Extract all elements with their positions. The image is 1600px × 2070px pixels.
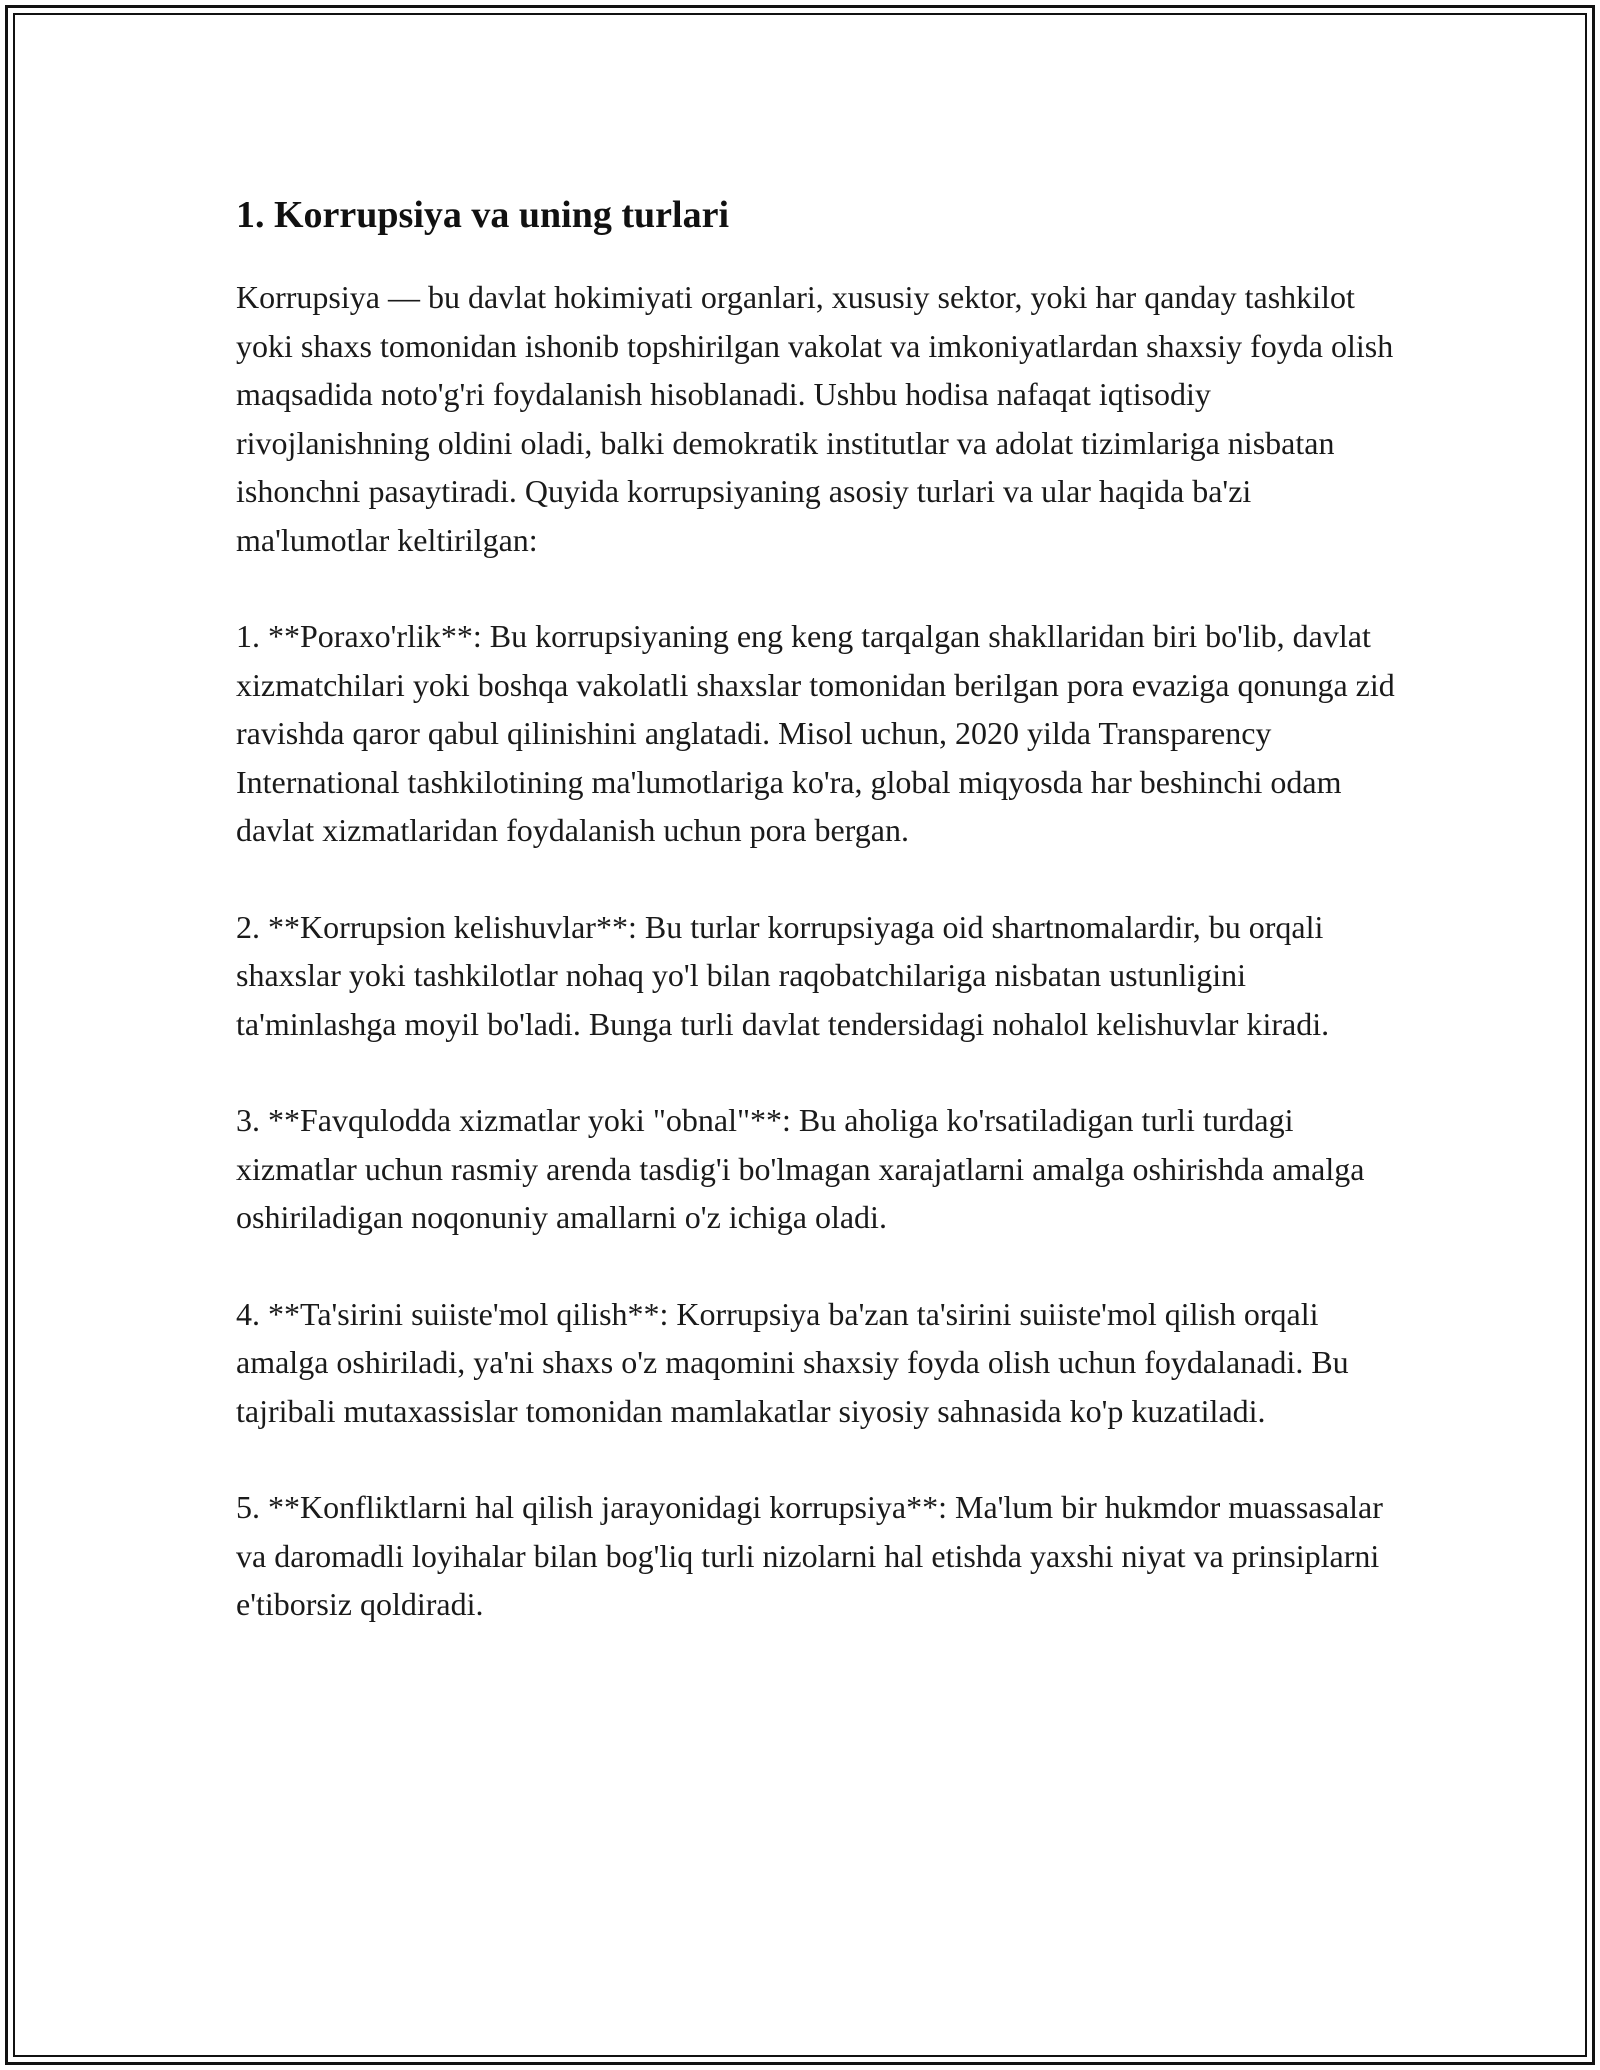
list-item-conflict-resolution: 5. **Konfliktlarni hal qilish jarayonidagi korrupsiya**: Ma'lum bir hukmdor muassasalar va daromadli loyihalar bilan bog'liq turli nizolarni hal etishda yaxshi niyat va prinsiplarni e'tiborsiz qoldiradi. — [236, 1489, 1383, 1622]
intro-paragraph: Korrupsiya — bu davlat hokimiyati organlari, xususiy sektor, yoki har qanday tashkilot yoki shaxs tomonidan ishonib topshirilgan vakolat va imkoniyatlardan shaxsiy foyda olish maqsadida noto'g'ri foydalanish hisoblanadi. Ushbu hodisa nafaqat iqtisodiy rivojlanishning oldini oladi, balki demokratik institutlar va adolat tizimlariga nisbatan ishonchni pasaytiradi. Quyida korrupsiyaning asosiy turlari va ular haqida ba'zi ma'lumotlar keltirilgan: — [236, 279, 1394, 558]
document-body — [236, 185, 1396, 1677]
list-item-emergency-services: 3. **Favqulodda xizmatlar yoki "obnal"**: Bu aholiga ko'rsatiladigan turli turdagi xizmatlar uchun rasmiy arenda tasdig'i bo'lmagan xarajatlarni amalga oshirishda amalga oshiriladigan noqonuniy amallarni o'z ichiga oladi. — [236, 1102, 1365, 1235]
list-item-bribery: 1. **Poraxo'rlik**: Bu korrupsiyaning eng keng tarqalgan shakllaridan biri bo'lib, davlat xizmatchilari yoki boshqa vakolatli shaxslar tomonidan berilgan pora evaziga qonunga zid ravishda qaror qabul qilinishini anglatadi. Misol uchun, 2020 yilda Transparency International tashkilotining ma'lumotlariga ko'ra, global miqyosda har beshinchi odam davlat xizmatlaridan foydalanish uchun pora bergan. — [236, 618, 1395, 848]
list-item-corrupt-agreements: 2. **Korrupsion kelishuvlar**: Bu turlar korrupsiyaga oid shartnomalardir, bu orqali shaxslar yoki tashkilotlar nohaq yo'l bilan raqobatchilariga nisbatan ustunligini ta'minlashga moyil bo'ladi. Bunga turli davlat tendersidagi nohalol kelishuvlar kiradi. — [236, 908, 1330, 1042]
list-item-abuse-of-influence: 4. **Ta'sirini suiiste'mol qilish**: Korrupsiya ba'zan ta'sirini suiiste'mol qilish orqali amalga oshiriladi, ya'ni shaxs o'z maqomini shaxsiy foyda olish uchun foydalanadi. Bu tajribali mutaxassislar tomonidan mamlakatlar siyosiy sahnasida ko'p kuzatiladi. — [236, 1295, 1349, 1429]
document-title: 1. Korrupsiya va uning turlari — [236, 194, 729, 236]
